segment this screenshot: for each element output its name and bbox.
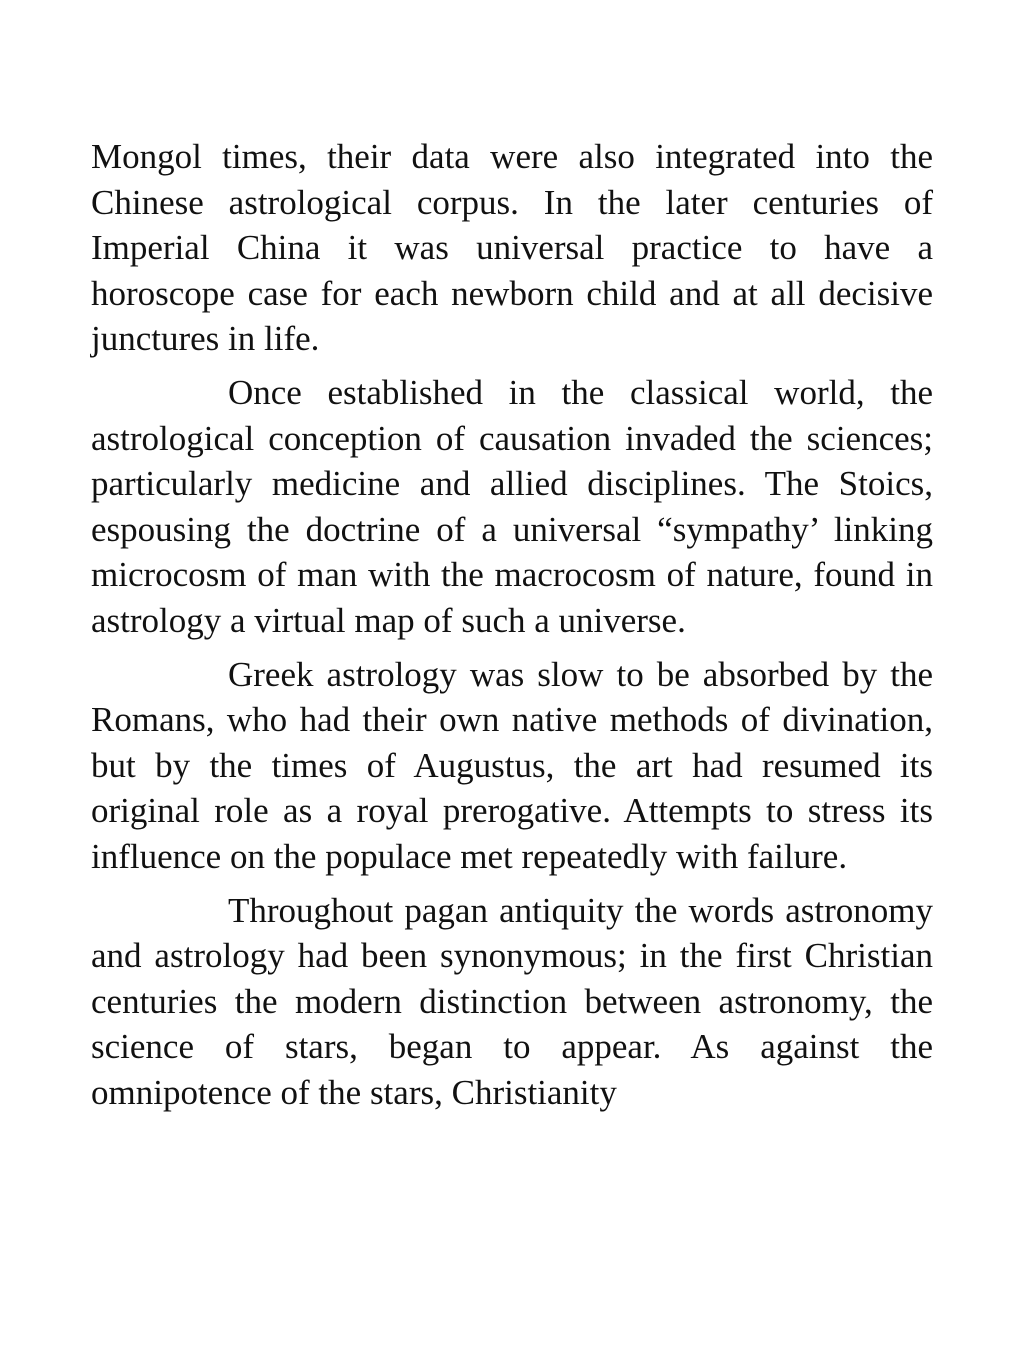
body-text	[91, 134, 933, 1115]
paragraph-4: Throughout pagan antiquity the words astronomy and astrology had been synonymous; in the first Christian centuries the modern distinction between astronomy, the science of stars, began to appear. As against the omnipotence of the stars, Christianity	[91, 890, 933, 1112]
paragraph-3: Greek astrology was slow to be absorbed by the Romans, who had their own native methods of divination, but by the times of Augustus, the art had resumed its original role as a royal prerogative. Attempts to stress its influence on the populace met repeatedly with failure.	[91, 654, 933, 876]
paragraph-1: Mongol times, their data were also integrated into the Chinese astrological corpus. In the later centuries of Imperial China it was universal practice to have a horoscope case for each newborn child and at all decisive junctures in life.	[91, 137, 933, 359]
paragraph-2: Once established in the classical world, the astrological conception of causation invaded the sciences; particularly medicine and allied disciplines. The Stoics, espousing the doctrine of a universal “sympathy’ linking microcosm of man with the macrocosm of nature, found in astrology a virtual map of such a universe.	[91, 372, 933, 640]
